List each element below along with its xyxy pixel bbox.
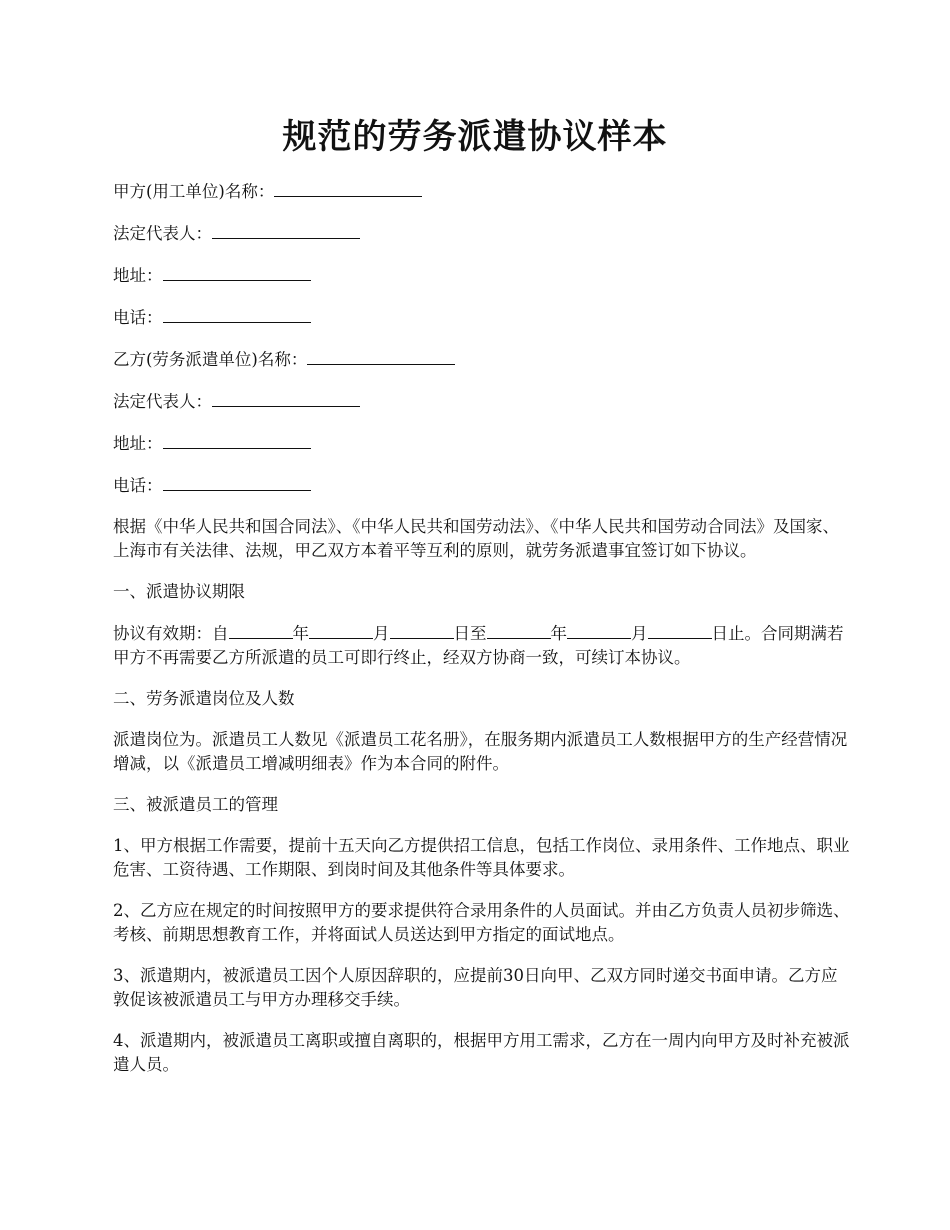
party-b-phone-blank xyxy=(163,473,311,491)
party-a-rep-line xyxy=(113,221,853,246)
section-3-item: 3、派遣期内，被派遣员工因个人原因辞职的，应提前30日向甲、乙双方同时递交书面申请。乙方应敦促该被派遣员工与甲方办理移交手续。 xyxy=(113,966,838,1009)
term-day-to: 日至 xyxy=(453,624,487,643)
section-2-heading: 二、劳务派遣岗位及人数 xyxy=(113,689,295,708)
party-a-phone-blank xyxy=(163,305,311,323)
document-title: 规范的劳务派遣协议样本 xyxy=(282,117,668,157)
section-3-item: 2、乙方应在规定的时间按照甲方的要求提供符合录用条件的人员面试。并由乙方负责人员初步筛选、考核、前期思想教育工作，并将面试人员送达到甲方指定的面试地点。 xyxy=(113,901,850,944)
term-month-1: 月 xyxy=(373,624,390,643)
party-b-address-blank xyxy=(163,431,311,449)
party-b-rep-line xyxy=(113,389,853,414)
party-b-address-label: 地址： xyxy=(113,434,163,453)
term-end-year-blank xyxy=(487,621,551,639)
term-start-day-blank xyxy=(390,621,454,639)
preamble-paragraph: 根据《中华人民共和国合同法》、《中华人民共和国劳动法》、《中华人民共和国劳动合同法》及国家、上海市有关法律、法规，甲乙双方本着平等互利的原则，就劳务派遣事宜签订如下协议。 xyxy=(113,517,839,560)
party-a-phone-line xyxy=(113,305,853,330)
party-a-name-label: 甲方(用工单位)名称： xyxy=(113,182,275,201)
term-prefix: 协议有效期：自 xyxy=(113,624,229,643)
party-a-phone-label: 电话： xyxy=(113,308,163,327)
party-b-address-line xyxy=(113,431,853,456)
party-b-rep-label: 法定代表人： xyxy=(113,392,212,411)
party-b-phone-line xyxy=(113,473,853,498)
party-a-rep-label: 法定代表人： xyxy=(113,224,212,243)
party-a-address-label: 地址： xyxy=(113,266,163,285)
term-rest: 合同期满若甲方不再需要乙方所派遣的员工可即行终止，经双方协商一致，可续订本协议。 xyxy=(113,624,844,667)
term-year-2: 年 xyxy=(550,624,567,643)
section-3-item: 1、甲方根据工作需要，提前十五天向乙方提供招工信息，包括工作岗位、录用条件、工作地点、职业危害、工资待遇、工作期限、到岗时间及其他条件等具体要求。 xyxy=(113,836,850,879)
party-a-name-blank xyxy=(274,179,422,197)
term-end-month-blank xyxy=(567,621,631,639)
party-b-phone-label: 电话： xyxy=(113,476,163,495)
section-3-heading: 三、被派遣员工的管理 xyxy=(113,795,278,814)
term-year-1: 年 xyxy=(292,624,309,643)
party-a-name-line xyxy=(113,179,853,204)
party-a-rep-blank xyxy=(212,221,360,239)
party-a-address-blank xyxy=(163,263,311,281)
party-b-name-blank xyxy=(307,347,455,365)
term-end-day-blank xyxy=(648,621,712,639)
section-3-item: 4、派遣期内，被派遣员工离职或擅自离职的，根据甲方用工需求，乙方在一周内向甲方及时补充被派遣人员。 xyxy=(113,1031,850,1074)
party-a-address-line xyxy=(113,263,853,288)
section-2-body: 派遣岗位为。派遣员工人数见《派遣员工花名册》，在服务期内派遣员工人数根据甲方的生产经营情况增减，以《派遣员工增减明细表》作为本合同的附件。 xyxy=(113,730,848,773)
term-start-month-blank xyxy=(309,621,373,639)
section-1-heading: 一、派遣协议期限 xyxy=(113,582,245,601)
term-start-year-blank xyxy=(229,621,293,639)
party-b-name-label: 乙方(劳务派遣单位)名称： xyxy=(113,350,308,369)
term-paragraph xyxy=(113,621,853,670)
party-b-rep-blank xyxy=(212,389,360,407)
party-b-name-line xyxy=(113,347,853,372)
document-body xyxy=(113,179,853,1094)
term-day-end: 日止。 xyxy=(711,624,761,643)
term-month-2: 月 xyxy=(631,624,648,643)
